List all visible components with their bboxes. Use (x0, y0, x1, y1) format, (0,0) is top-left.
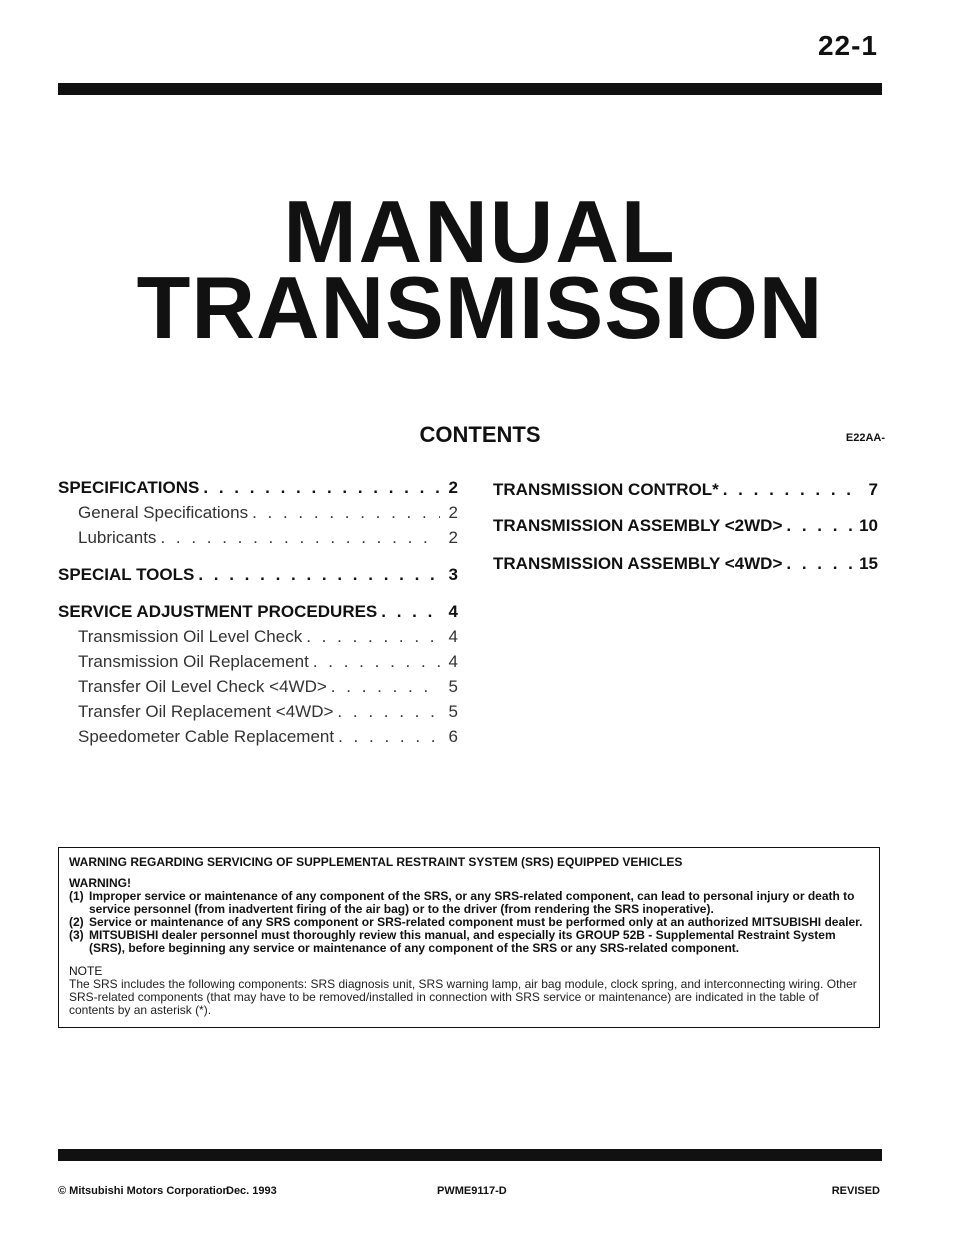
warning-item-number: (3) (69, 928, 84, 942)
toc-label: Transmission Oil Replacement (78, 652, 309, 671)
footer-revision-status: REVISED (831, 1185, 880, 1197)
toc-entry-transmission-oil-level-check[interactable] (78, 627, 458, 647)
toc-label: TRANSMISSION ASSEMBLY <2WD> (493, 516, 783, 535)
toc-entry-transmission-assembly-2wd[interactable] (493, 516, 878, 536)
toc-label: SERVICE ADJUSTMENT PROCEDURES (58, 602, 378, 621)
toc-entry-service-adjustment-procedures[interactable] (58, 602, 458, 622)
warning-item (69, 890, 865, 916)
warning-list (69, 890, 865, 955)
toc-entry-transmission-assembly-4wd[interactable] (493, 554, 878, 574)
toc-page: 15 (859, 554, 878, 573)
toc-entry-transfer-oil-replacement[interactable] (78, 702, 458, 722)
title-line-1: MANUAL (283, 182, 677, 281)
warning-item-text: MITSUBISHI dealer personnel must thoroughly review this manual, and especially its GROUP 52B - Supplemental Restraint System (SRS), before beginning any service or maintenance of any component of the SRS or any SRS-related component. (89, 928, 836, 955)
toc-page: 5 (448, 702, 458, 721)
toc-page: 2 (448, 478, 458, 497)
header-rule (58, 83, 882, 95)
section-code: E22AA- (845, 432, 885, 444)
warning-label: WARNING! (69, 876, 131, 890)
contents-heading: CONTENTS (419, 422, 541, 447)
toc-label: Transfer Oil Level Check <4WD> (78, 677, 327, 696)
toc-label: SPECIAL TOOLS (58, 565, 195, 584)
toc-entry-special-tools[interactable] (58, 565, 458, 585)
toc-page: 4 (448, 627, 458, 646)
toc-entry-general-specifications[interactable] (78, 503, 458, 523)
toc-page: 2 (448, 503, 458, 522)
toc-label: Lubricants (78, 528, 157, 547)
warning-item-text: Service or maintenance of any SRS component or SRS-related component must be performed only at an authorized MITSUBISHI dealer. (89, 915, 863, 929)
toc-entry-transmission-control[interactable] (493, 480, 878, 500)
note-text: The SRS includes the following components: SRS diagnosis unit, SRS warning lamp, air bag module, clock spring, and interconnecting wiring. Other SRS-related components (that may have to be removed/installed in connection with SRS service or maintenance) are indicated in the table of contents by an asterisk (*). (69, 977, 857, 1017)
toc-label: Transmission Oil Level Check (78, 627, 303, 646)
toc-entry-speedometer-cable-replacement[interactable] (78, 727, 458, 747)
footer-publication-code: PWME9117-D (437, 1185, 507, 1197)
toc-label: TRANSMISSION CONTROL* (493, 480, 719, 499)
warning-item-number: (1) (69, 889, 84, 903)
toc-page: 10 (859, 516, 878, 535)
toc-entry-transfer-oil-level-check[interactable] (78, 677, 458, 697)
warning-item (69, 929, 865, 955)
toc-page: 3 (448, 565, 458, 584)
toc-entry-specifications[interactable] (58, 478, 458, 498)
toc-label: General Specifications (78, 503, 249, 522)
toc-page: 6 (448, 727, 458, 746)
toc-page: 4 (448, 652, 458, 671)
warning-item-number: (2) (69, 915, 84, 929)
toc-page: 2 (448, 528, 458, 547)
footer-rule (58, 1149, 882, 1161)
toc-page: 4 (448, 602, 458, 621)
toc-label: SPECIFICATIONS (58, 478, 200, 497)
note-label: NOTE (69, 964, 103, 978)
warning-item-text: Improper service or maintenance of any component of the SRS, or any SRS-related component, can lead to personal injury or death to service personnel (from inadvertent firing of the air bag) or to the driver (from rendering the SRS inoperative). (89, 889, 855, 916)
toc-label: Transfer Oil Replacement <4WD> (78, 702, 334, 721)
toc-page: 7 (868, 480, 878, 499)
toc-entry-transmission-oil-replacement[interactable] (78, 652, 458, 672)
toc-label: TRANSMISSION ASSEMBLY <4WD> (493, 554, 783, 573)
srs-warning-box (58, 847, 880, 1028)
warning-title: WARNING REGARDING SERVICING OF SUPPLEMENTAL RESTRAINT SYSTEM (SRS) EQUIPPED VEHICLES (69, 855, 683, 869)
toc-page: 5 (448, 677, 458, 696)
toc-entry-lubricants[interactable] (78, 528, 458, 548)
footer-date: Dec. 1993 (226, 1185, 277, 1197)
footer-copyright: © Mitsubishi Motors Corporation (58, 1185, 230, 1197)
page-number: 22-1 (817, 30, 878, 61)
toc-label: Speedometer Cable Replacement (78, 727, 335, 746)
title-line-2: TRANSMISSION (136, 258, 824, 357)
